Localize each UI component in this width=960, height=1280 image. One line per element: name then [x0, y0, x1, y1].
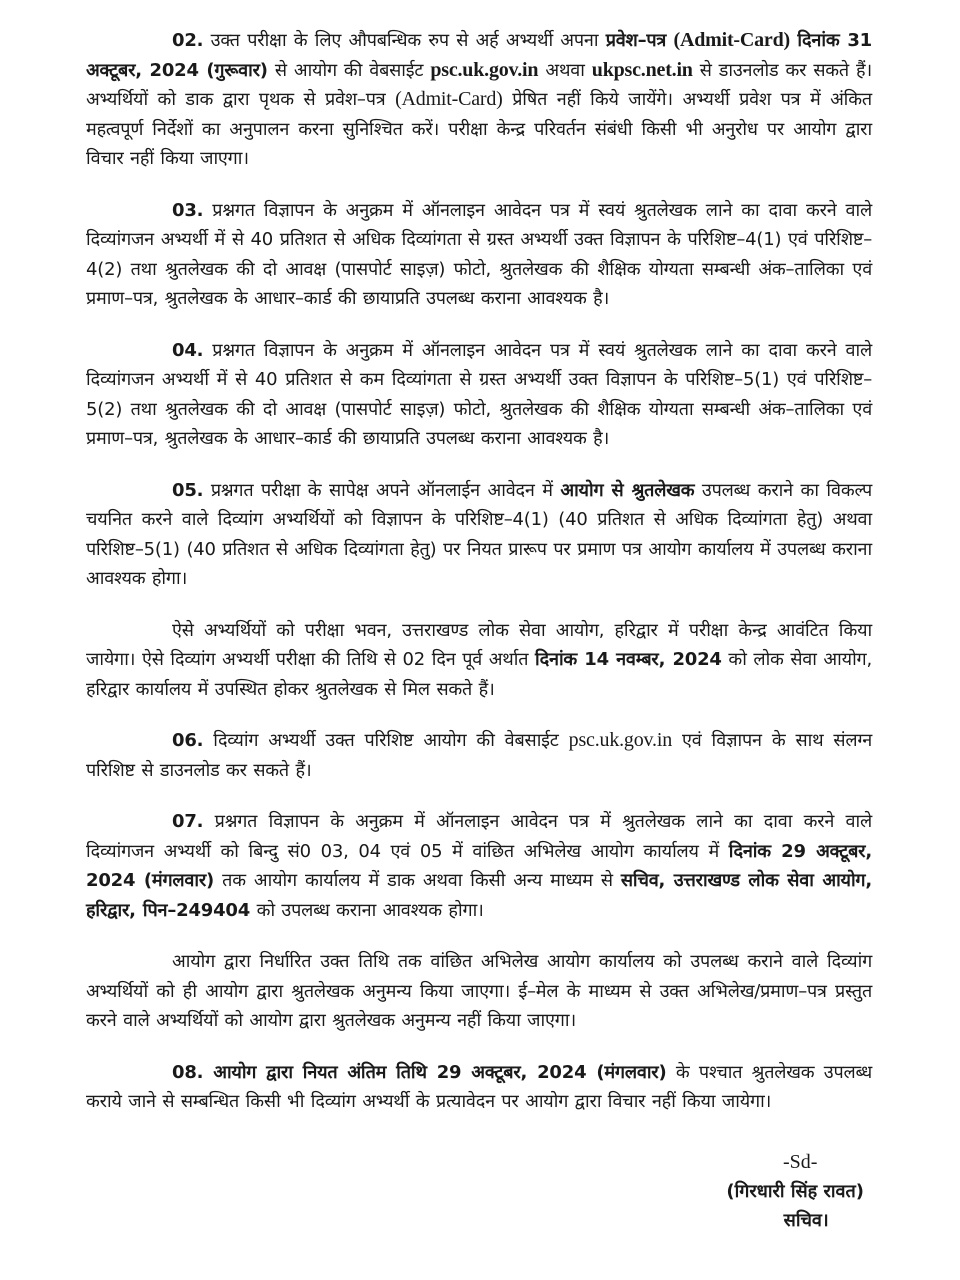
paragraph-05: 05. प्रश्नगत परीक्षा के सापेक्ष अपने ऑनलाईन आवेदन में आयोग से श्रुतलेखक उपलब्ध कराने का विकल्प चयनित करने वाले दिव्यांग अभ्यर्थियों को विज्ञापन के परिशिष्ट–4(1) (40 प्रतिशत से अधिक दिव्यांगता हेतु) अथवा परिशिष्ट–5(1) (40 प्रतिशत से अधिक दिव्यांगता हेतु) पर नियत प्रारूप पर प्रमाण पत्र आयोग कार्यालय में उपलब्ध कराना आवश्यक होगा। [86, 479, 872, 589]
postal-address: सचिव, उत्तराखण्ड लोक सेवा आयोग, हरिद्वार, पिन–249404 [86, 870, 872, 921]
signature-sd: -Sd- [782, 1151, 818, 1173]
website-link-psc[interactable]: psc.uk.gov.in [430, 58, 539, 81]
paragraph-08: 08. आयोग द्वारा नियत अंतिम तिथि 29 अक्टूबर, 2024 (मंगलवार) के पश्चात श्रुतलेखक उपलब्ध कराये जाने से सम्बन्धित किसी भी दिव्यांग अभ्यर्थी के प्रत्यावेदन पर आयोग द्वारा विचार नहीं किया जायेगा। [86, 1061, 873, 1112]
paragraph-06: 06. दिव्यांग अभ्यर्थी उक्त परिशिष्ट आयोग की वेबसाईट psc.uk.gov.in एवं विज्ञापन के साथ संलग्न परिशिष्ट से डाउनलोड कर सकते हैं। [86, 729, 872, 781]
website-link-psc[interactable]: psc.uk.gov.in [568, 729, 672, 751]
paragraph-number: 05. [172, 479, 204, 501]
final-deadline: 08. आयोग द्वारा नियत अंतिम तिथि 29 अक्टूबर, 2024 (मंगलवार) [172, 1061, 667, 1083]
paragraph-04: 04. प्रश्नगत विज्ञापन के अनुक्रम में ऑनलाइन आवेदन पत्र में स्वयं श्रुतलेखक लाने का दावा करने वाले दिव्यांगजन अभ्यर्थी में से 40 प्रतिशत से कम दिव्यांगता से ग्रस्त अभ्यर्थी उक्त विज्ञापन के परिशिष्ट–5(1) एवं परिशिष्ट–5(2) तथा श्रुतलेखक की दो आवक्ष (पासपोर्ट साइज़) फोटो, श्रुतलेखक की शैक्षिक योग्यता सम्बन्धी अंक–तालिका एवं प्रमाण–पत्र, श्रुतलेखक के आधार–कार्ड की छायाप्रति उपलब्ध कराना आवश्यक है। [86, 339, 872, 449]
website-link-ukpsc[interactable]: ukpsc.net.in [591, 58, 693, 81]
paragraph-03: 03. प्रश्नगत विज्ञापन के अनुक्रम में ऑनलाइन आवेदन पत्र में स्वयं श्रुतलेखक लाने का दावा करने वाले दिव्यांगजन अभ्यर्थी में से 40 प्रतिशत से अधिक दिव्यांगता से ग्रस्त अभ्यर्थी उक्त विज्ञापन के परिशिष्ट–4(1) एवं परिशिष्ट–4(2) तथा श्रुतलेखक की दो आवक्ष (पासपोर्ट साइज़) फोटो, श्रुतलेखक की शैक्षिक योग्यता सम्बन्धी अंक–तालिका एवं प्रमाण–पत्र, श्रुतलेखक के आधार–कार्ड की छायाप्रति उपलब्ध कराना आवश्यक है। [86, 199, 872, 309]
scribe-meeting-date: दिनांक 14 नवम्बर, 2024 [534, 649, 722, 670]
signatory-name: (गिरधारी सिंह रावत) [726, 1181, 864, 1202]
paragraph-number: 07. [172, 811, 204, 832]
paragraph-number: 02. [172, 30, 204, 51]
paragraph-07: 07. प्रश्नगत विज्ञापन के अनुक्रम में ऑनलाइन आवेदन पत्र में श्रुतलेखक लाने का दावा करने वाले दिव्यांगजन अभ्यर्थी को बिन्दु सं0 03, 04 एवं 05 में वांछित अभिलेख आयोग कार्यालय में दिनांक 29 अक्टूबर, 2024 (मंगलवार) तक आयोग कार्यालय में डाक अथवा किसी अन्य माध्यम से सचिव, उत्तराखण्ड लोक सेवा आयोग, हरिद्वार, पिन–249404 को उपलब्ध कराना आवश्यक होगा। [86, 811, 872, 921]
signatory-title: सचिव। [783, 1210, 829, 1231]
paragraph-number: 03. [172, 199, 204, 221]
admit-card-term: प्रवेश–पत्र [605, 30, 667, 51]
admit-card-date: दिनांक 31 अक्टूबर, 2024 (गुरूवार) [86, 30, 873, 81]
paragraph-05-continued: ऐसे अभ्यर्थियों को परीक्षा भवन, उत्तराखण्ड लोक सेवा आयोग, हरिद्वार में परीक्षा केन्द्र आवंटित किया जायेगा। ऐसे दिव्यांग अभ्यर्थी परीक्षा की तिथि से 02 दिन पूर्व अर्थात दिनांक 14 नवम्बर, 2024 को लोक सेवा आयोग, हरिद्वार कार्यालय में उपस्थित होकर श्रुतलेखक से मिल सकते हैं। [86, 619, 872, 700]
signature-block [726, 1148, 864, 1235]
paragraph-number: 06. [172, 730, 204, 751]
document-submission-deadline: दिनांक 29 अक्टूबर, 2024 (मंगलवार) [86, 840, 872, 891]
paragraph-07-continued: आयोग द्वारा निर्धारित उक्त तिथि तक वांछित अभिलेख आयोग कार्यालय को उपलब्ध कराने वाले दिव्यांग अभ्यर्थियों को ही आयोग द्वारा श्रुतलेखक अनुमन्य किया जाएगा। ई–मेल के माध्यम से उक्त अभिलेख/प्रमाण–पत्र प्रस्तुत करने वाले अभ्यर्थियों को आयोग द्वारा श्रुतलेखक अनुमन्य नहीं किया जाएगा। [86, 951, 873, 1031]
paragraph-number: 04. [172, 339, 204, 361]
scribe-from-commission: आयोग से श्रुतलेखक [560, 479, 695, 501]
paragraph-02: 02. उक्त परीक्षा के लिए औपबन्धिक रुप से अर्ह अभ्यर्थी अपना प्रवेश–पत्र (Admit-Card) दिनांक 31 अक्टूबर, 2024 (गुरूवार) से आयोग की वेबसाईट psc.uk.gov.in अथवा ukpsc.net.in से डाउनलोड कर सकते हैं। अभ्यर्थियों को डाक द्वारा पृथक से प्रवेश–पत्र (Admit-Card) प्रेषित नहीं किये जायेंगे। अभ्यर्थी प्रवेश पत्र में अंकित महत्वपूर्ण निर्देशों का अनुपालन करना सुनिश्चित करें। परीक्षा केन्द्र परिवर्तन संबंधी किसी भी अनुरोध पर आयोग द्वारा विचार नहीं किया जाएगा। [86, 29, 873, 169]
